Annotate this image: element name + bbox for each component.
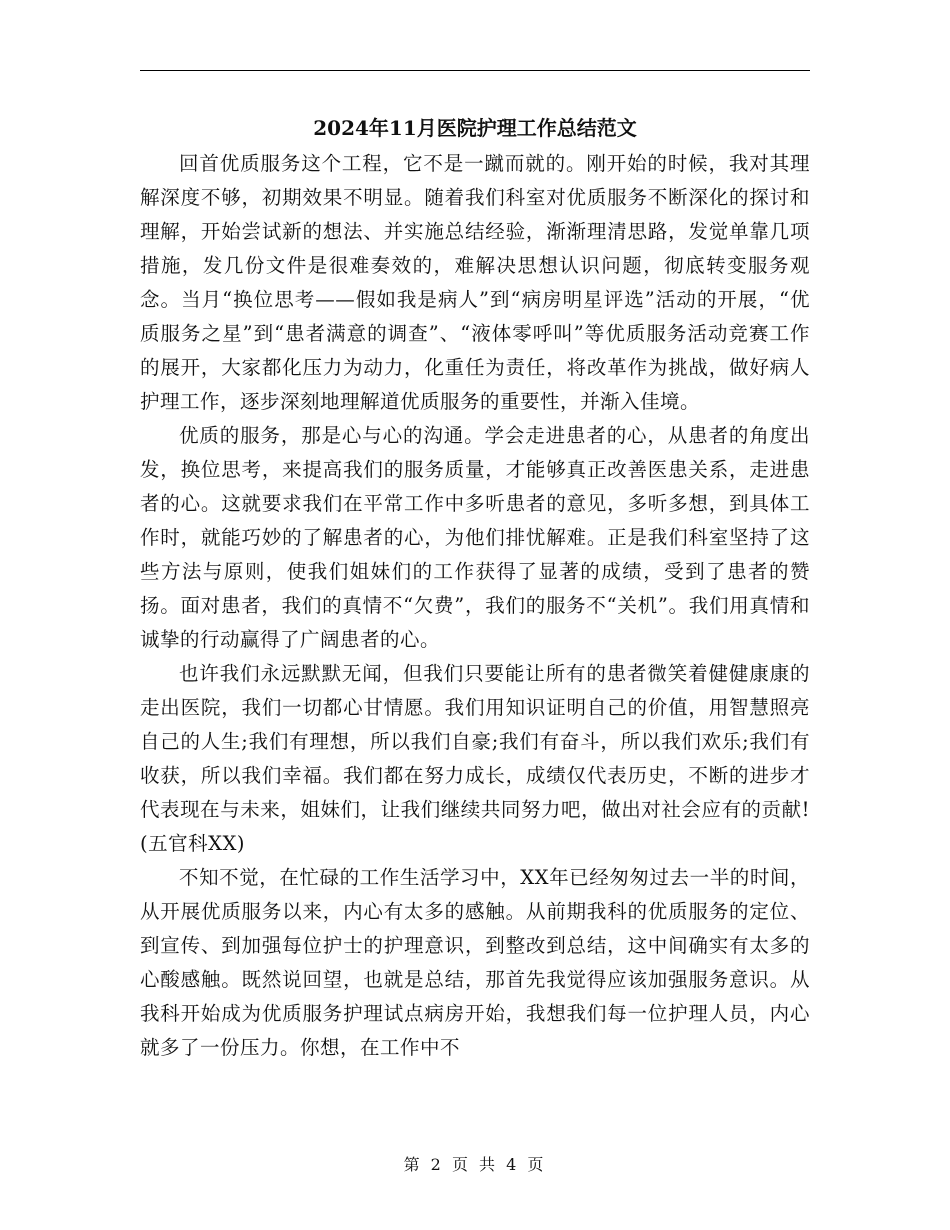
paragraph-3: 也许我们永远默默无闻，但我们只要能让所有的患者微笑着健健康康的走出医院，我们一切都心甘情愿。我们用知识证明自己的价值，用智慧照亮自己的人生;我们有理想，所以我们自豪;我们有奋斗，所以我们欢乐;我们有收获，所以我们幸福。我们都在努力成长，成绩仅代表历史，不断的进步才代表现在与未来，姐妹们，让我们继续共同努力吧，做出对社会应有的贡献!(五官科XX) <box>140 662 810 855</box>
paragraph-2: 优质的服务，那是心与心的沟通。学会走进患者的心，从患者的角度出发，换位思考，来提高我们的服务质量，才能够真正改善医患关系，走进患者的心。这就要求我们在平常工作中多听患者的意见，多听多想，到具体工作时，就能巧妙的了解患者的心，为他们排忧解难。正是我们科室坚持了这些方法与原则，使我们姐妹们的工作获得了显著的成绩，受到了患者的赞扬。面对患者，我们的真情不“欠费”，我们的服务不“关机”。我们用真情和诚挚的行动赢得了广阔患者的心。 <box>140 424 810 651</box>
paragraph-1: 回首优质服务这个工程，它不是一蹴而就的。刚开始的时候，我对其理解深度不够，初期效果不明显。随着我们科室对优质服务不断深化的探讨和理解，开始尝试新的想法、并实施总结经验，渐渐理清思路，发觉单靠几项措施，发几份文件是很难奏效的，难解决思想认识问题，彻底转变服务观念。当月“换位思考——假如我是病人”到“病房明星评选”活动的开展，“优质服务之星”到“患者满意的调查”、“液体零呼叫”等优质服务活动竞赛工作的展开，大家都化压力为动力，化重任为责任，将改革作为挑战，做好病人护理工作，逐步深刻地理解道优质服务的重要性，并渐入佳境。 <box>140 152 810 413</box>
header-rule <box>140 70 810 71</box>
page-number-footer: 第 2 页 共 4 页 <box>403 1155 547 1174</box>
document-body <box>140 147 810 1065</box>
document-title: 2024年11月医院护理工作总结范文 <box>313 116 637 140</box>
paragraph-4: 不知不觉，在忙碌的工作生活学习中，XX年已经匆匆过去一半的时间，从开展优质服务以来，内心有太多的感触。从前期我科的优质服务的定位、到宣传、到加强每位护士的护理意识，到整改到总结，这中间确实有太多的心酸感触。既然说回望，也就是总结，那首先我觉得应该加强服务意识。从我科开始成为优质服务护理试点病房开始，我想我们每一位护理人员，内心就多了一份压力。你想，在工作中不 <box>140 866 810 1059</box>
